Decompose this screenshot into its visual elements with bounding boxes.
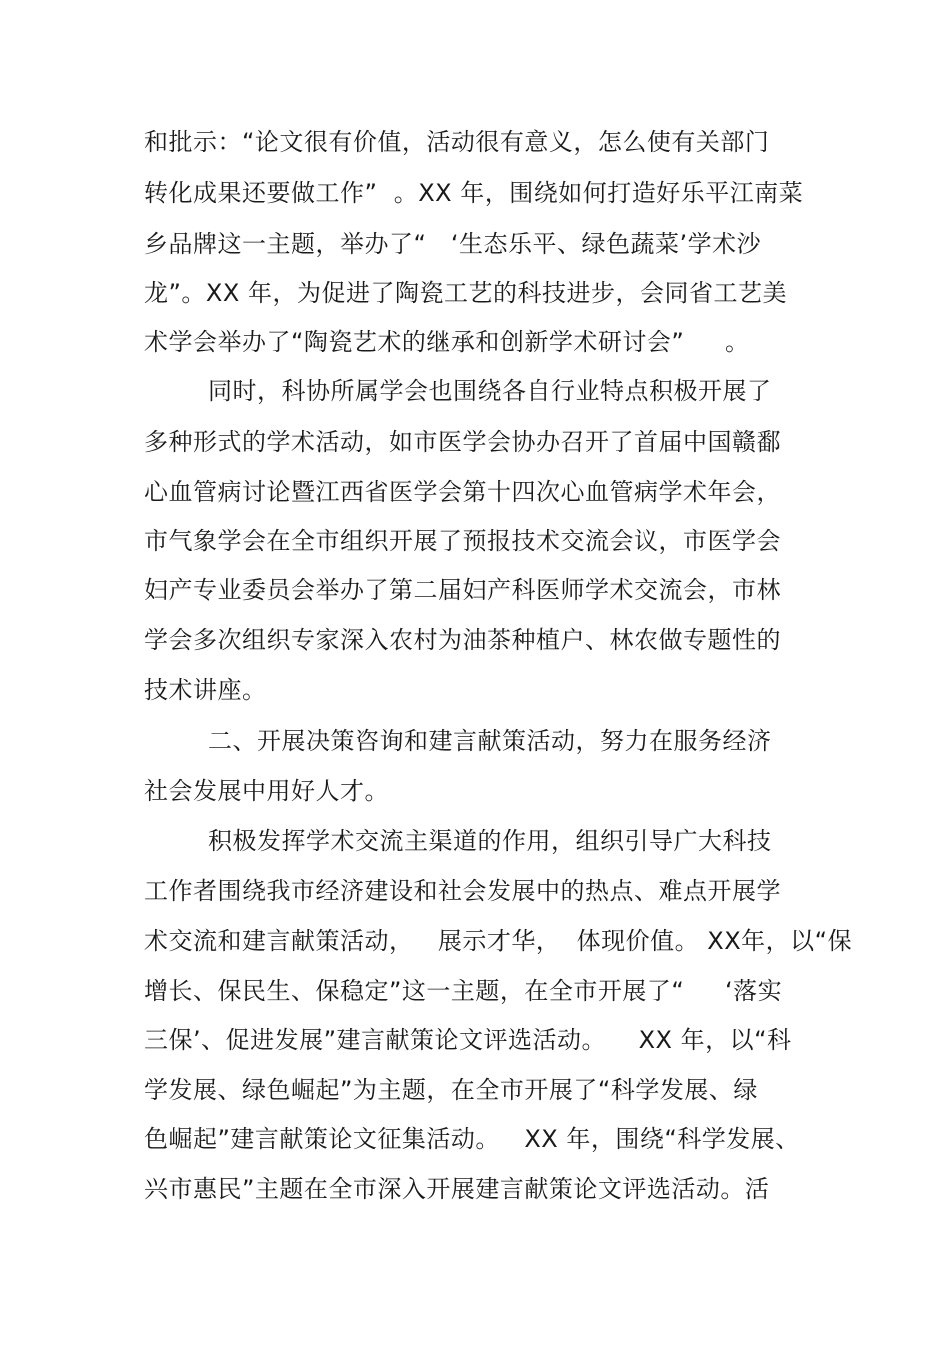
section-heading-continuation: 社会发展中用好人才。 bbox=[144, 777, 389, 805]
text-line: 和批示：“论文很有价值，活动很有意义，怎么使有关部门 bbox=[144, 128, 770, 156]
paragraph-first-line: 同时，科协所属学会也围绕各自行业特点积极开展了 bbox=[208, 377, 772, 405]
text-line: 多种形式的学术活动，如市医学会协办召开了首届中国赣鄱 bbox=[144, 428, 781, 456]
text-line: 技术讲座。 bbox=[144, 676, 267, 704]
text-line: 学会多次组织专家深入农村为油茶种植户、林农做专题性的 bbox=[144, 626, 781, 654]
text-line: 龙”。XX 年，为促进了陶瓷工艺的科技进步，会同省工艺美 bbox=[144, 279, 787, 307]
text-line: 工作者围绕我市经济建设和社会发展中的热点、难点开展学 bbox=[144, 877, 781, 905]
text-line: 转化成果还要做工作” 。XX 年，围绕如何打造好乐平江南菜 bbox=[144, 179, 804, 207]
text-line: 术交流和建言献策活动， 展示才华， 体现价值。 XX年，以“保 bbox=[144, 927, 853, 955]
text-line: 心血管病讨论暨江西省医学会第十四次心血管病学术年会， bbox=[144, 478, 781, 506]
text-line: 色崛起”建言献策论文征集活动。 XX 年，围绕“科学发展、 bbox=[144, 1125, 800, 1153]
text-line: 兴市惠民”主题在全市深入开展建言献策论文评选活动。活 bbox=[144, 1175, 770, 1203]
text-line: 市气象学会在全市组织开展了预报技术交流会议，市医学会 bbox=[144, 527, 781, 555]
text-line: 增长、保民生、保稳定”这一主题，在全市开展了“ ‘落实 bbox=[144, 977, 783, 1005]
text-line: 三保’、促进发展”建言献策论文评选活动。 XX 年，以“科 bbox=[144, 1026, 792, 1054]
text-line: 妇产专业委员会举办了第二届妇产科医师学术交流会，市林 bbox=[144, 576, 781, 604]
paragraph-first-line: 积极发挥学术交流主渠道的作用，组织引导广大科技 bbox=[208, 827, 772, 855]
section-heading: 二、开展决策咨询和建言献策活动，努力在服务经济 bbox=[208, 727, 772, 755]
text-line: 乡品牌这一主题，举办了“ ‘生态乐平、绿色蔬菜’学术沙 bbox=[144, 230, 762, 258]
text-line: 学发展、绿色崛起”为主题，在全市开展了“科学发展、绿 bbox=[144, 1076, 758, 1104]
text-line: 术学会举办了“陶瓷艺术的继承和创新学术研讨会” 。 bbox=[144, 328, 750, 356]
